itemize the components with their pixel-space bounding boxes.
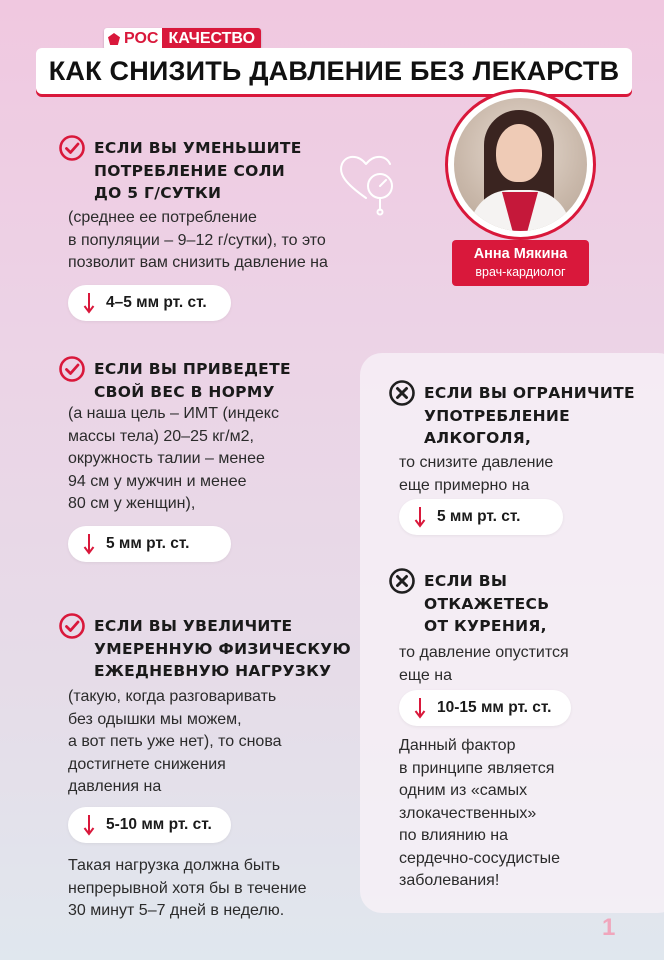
text-line: 94 см у мужчин и менее (68, 472, 247, 490)
pressure-reduction-value: 5-10 мм рт. ст. (106, 816, 212, 833)
text-line: 80 см у женщин), (68, 495, 196, 512)
text-line: в принципе является (399, 759, 555, 777)
text-line: то давление опустится (399, 644, 569, 661)
x-circle-icon (388, 379, 416, 407)
text-line: по влиянию на (399, 827, 509, 844)
heading-line: ЕСЛИ ВЫ ПРИВЕДЕТЕ (94, 360, 291, 378)
check-circle-icon (58, 612, 86, 640)
text-line: массы тела) 20–25 кг/м2, (68, 427, 254, 445)
heading-line: ЕЖЕДНЕВНУЮ НАГРУЗКУ (94, 662, 332, 680)
heading-line: АЛКОГОЛЯ, (424, 429, 532, 447)
item-weight-text (68, 403, 279, 516)
text-line: в популяции – 9–12 г/сутки), то это (68, 231, 326, 249)
item-alcohol-heading (388, 382, 635, 450)
item-alcohol-value-pill (399, 499, 563, 535)
down-arrow-icon (413, 697, 427, 719)
down-arrow-icon (82, 533, 96, 555)
heading-line: ДО 5 Г/СУТКИ (94, 184, 222, 202)
item-smoking-note (399, 735, 560, 893)
text-line: давления на (68, 778, 162, 795)
pressure-reduction-value: 5 мм рт. ст. (437, 508, 521, 525)
pressure-reduction-value: 5 мм рт. ст. (106, 535, 190, 552)
item-smoking-value-pill (399, 690, 571, 726)
text-line: то снизите давление (399, 454, 554, 471)
heading-line: СВОЙ ВЕС В НОРМУ (94, 382, 275, 401)
text-line: Такая нагрузка должна быть (68, 857, 281, 874)
down-arrow-icon (413, 506, 427, 528)
item-salt-text (68, 207, 328, 275)
text-line: еще на (399, 666, 452, 684)
heading-line: УПОТРЕБЛЕНИЕ (424, 406, 571, 425)
logo-kachestvo-text: КАЧЕСТВО (162, 28, 261, 50)
text-line: непрерывной хотя бы в течение (68, 879, 307, 897)
heading-line: ПОТРЕБЛЕНИЕ СОЛИ (94, 161, 286, 180)
item-activity-value-pill (68, 807, 231, 843)
logo-ros-text: РОС (124, 28, 162, 50)
expert-role: врач-кардиолог (475, 265, 566, 279)
item-salt-value-pill (68, 285, 231, 321)
heading-line: ОТ КУРЕНИЯ, (424, 617, 547, 635)
text-line: заболевания! (399, 872, 500, 889)
text-line: окружность талии – менее (68, 450, 265, 467)
page-title: КАК СНИЗИТЬ ДАВЛЕНИЕ БЕЗ ЛЕКАРСТВ (48, 55, 620, 86)
roskachestvo-logo (104, 28, 261, 50)
text-line: Данный фактор (399, 737, 516, 754)
heart-pressure-icon (336, 150, 398, 216)
text-line: (среднее ее потребление (68, 209, 257, 226)
expert-name-tag (452, 240, 589, 286)
text-line: одним из «самых (399, 782, 528, 799)
heading-line: ЕСЛИ ВЫ (424, 572, 508, 590)
text-line: сердечно-сосудистые (399, 849, 561, 867)
text-line: а вот петь уже нет), то снова (68, 733, 282, 750)
expert-photo (445, 89, 596, 240)
pressure-reduction-value: 10-15 мм рт. ст. (437, 699, 552, 716)
pressure-reduction-value: 4–5 мм рт. ст. (106, 294, 207, 311)
item-activity-text (68, 686, 282, 799)
text-line: достигнете снижения (68, 755, 226, 773)
text-line: без одышки мы можем, (68, 710, 242, 728)
down-arrow-icon (82, 814, 96, 836)
text-line: позволит вам снизить давление на (68, 254, 328, 271)
item-salt-heading (58, 137, 302, 205)
pentagon-icon (104, 28, 124, 50)
text-line: (такую, когда разговаривать (68, 688, 277, 705)
item-smoking-text (399, 642, 569, 687)
check-circle-icon (58, 134, 86, 162)
text-line: 30 минут 5–7 дней в неделю. (68, 902, 285, 919)
down-arrow-icon (82, 292, 96, 314)
item-weight-heading (58, 358, 291, 403)
item-activity-heading (58, 615, 351, 683)
page-number: 1 (602, 914, 616, 941)
expert-name: Анна Мякина (473, 246, 568, 262)
heading-line: ОТКАЖЕТЕСЬ (424, 594, 550, 613)
check-circle-icon (58, 355, 86, 383)
item-activity-note (68, 855, 307, 923)
heading-line: ЕСЛИ ВЫ ОГРАНИЧИТЕ (424, 384, 635, 402)
text-line: еще примерно на (399, 476, 530, 494)
text-line: злокачественных» (399, 804, 537, 822)
heading-line: ЕСЛИ ВЫ УМЕНЬШИТЕ (94, 139, 302, 157)
text-line: (а наша цель – ИМТ (индекс (68, 405, 279, 422)
heading-line: УМЕРЕННУЮ ФИЗИЧЕСКУЮ (94, 639, 352, 658)
item-smoking-heading (388, 570, 549, 638)
x-circle-icon (388, 567, 416, 595)
item-alcohol-text (399, 452, 553, 497)
heading-line: ЕСЛИ ВЫ УВЕЛИЧИТЕ (94, 617, 293, 635)
title-banner (36, 48, 632, 94)
item-weight-value-pill (68, 526, 231, 562)
